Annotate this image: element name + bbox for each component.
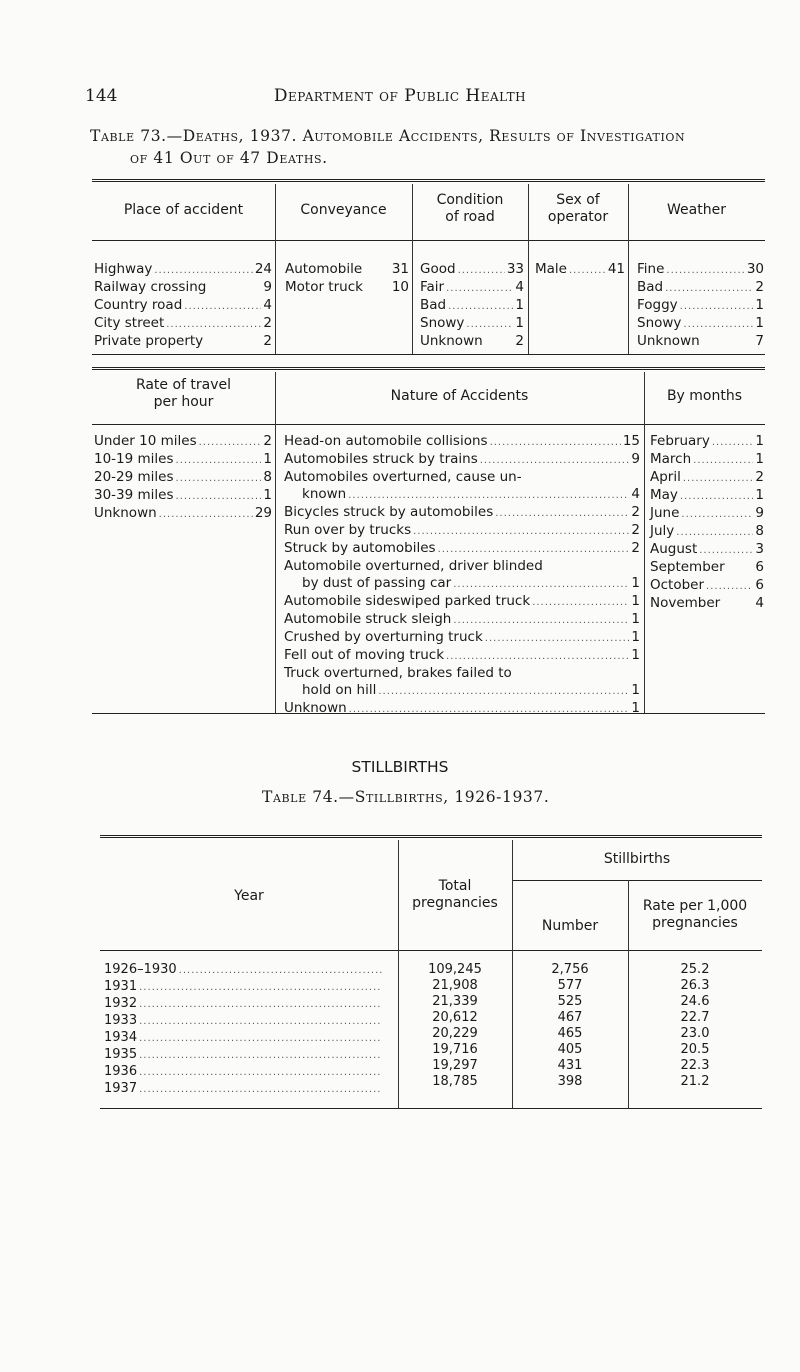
nature-value: 1 <box>631 682 640 698</box>
list-item <box>420 315 524 333</box>
nature-label: Head-on automobile collisions <box>284 433 488 449</box>
rate-label: Under 10 miles <box>94 433 197 449</box>
header-total-line2: pregnancies <box>412 895 498 911</box>
header-rate-line1: Rate of travel <box>135 377 232 393</box>
table73-lower-top-rule <box>92 367 765 370</box>
list-item <box>535 261 625 279</box>
weather-label: Unknown <box>637 333 700 349</box>
month-label: July <box>650 523 675 539</box>
weather-label: Fine <box>637 261 665 277</box>
year-cell: 1931 <box>104 979 138 994</box>
rate-label: 10-19 miles <box>94 451 174 467</box>
number-cell: 465 <box>557 1026 583 1041</box>
table-row <box>104 1013 384 1030</box>
rate-cell: 22.7 <box>680 1010 710 1025</box>
months-column <box>650 433 764 613</box>
weather-value: 1 <box>755 297 764 313</box>
month-label: May <box>650 487 678 503</box>
table-row <box>104 1064 384 1081</box>
sex-label: Male <box>535 261 567 277</box>
list-item <box>650 541 764 559</box>
number-cell: 431 <box>557 1058 583 1073</box>
header-total-line1: Total <box>438 878 472 894</box>
place-value: 2 <box>263 333 272 349</box>
place-value: 4 <box>263 297 272 313</box>
header-number: Number <box>541 918 599 934</box>
number-cell: 398 <box>557 1074 583 1089</box>
place-label: Country road <box>94 297 183 313</box>
total-cell: 20,612 <box>432 1010 478 1025</box>
weather-value: 2 <box>755 279 764 295</box>
list-item <box>284 504 640 522</box>
table74-stillbirths-rule <box>512 880 762 881</box>
header-months: By months <box>666 388 743 404</box>
number-cell: 2,756 <box>551 962 589 977</box>
nature-value: 1 <box>631 611 640 627</box>
header-condition-line2: of road <box>445 209 495 225</box>
list-item <box>650 559 764 577</box>
list-item <box>94 315 272 333</box>
rate-column <box>94 433 272 523</box>
condition-label: Fair <box>420 279 445 295</box>
rate-cell: 22.3 <box>680 1058 710 1073</box>
year-cell: 1933 <box>104 1013 138 1028</box>
rate-value: 1 <box>263 487 272 503</box>
table73-title-line2: of 41 Out of 47 Deaths. <box>130 149 328 167</box>
list-item <box>650 469 764 487</box>
table-row <box>104 979 384 996</box>
nature-value: 9 <box>631 451 640 467</box>
table73-top-rule <box>92 179 765 182</box>
table73-title <box>90 125 770 169</box>
rate-cell: 20.5 <box>680 1042 710 1057</box>
header-rate-per-1000 <box>628 898 762 932</box>
nature-label: Unknown <box>284 700 347 716</box>
condition-value: 1 <box>515 297 524 313</box>
list-item <box>650 577 764 595</box>
table-row <box>104 1081 384 1098</box>
place-label: Private property <box>94 333 204 349</box>
month-value: 1 <box>755 451 764 467</box>
nature-label-cont: known <box>302 486 347 502</box>
nature-value: 15 <box>622 433 640 449</box>
table74-title: Table 74.—Stillbirths, 1926-1937. <box>262 788 550 806</box>
header-stillbirths: Stillbirths <box>603 851 671 867</box>
list-item <box>637 279 764 297</box>
rate-cell: 21.2 <box>680 1074 710 1089</box>
header-condition-line1: Condition <box>436 192 504 208</box>
month-value: 1 <box>755 487 764 503</box>
condition-label: Unknown <box>420 333 483 349</box>
list-item <box>420 279 524 297</box>
place-label: Railway crossing <box>94 279 207 295</box>
weather-label: Snowy <box>637 315 682 331</box>
month-value: 4 <box>755 595 764 611</box>
rate-value: 8 <box>263 469 272 485</box>
list-item <box>650 595 764 613</box>
condition-column <box>420 261 524 351</box>
year-cell: 1936 <box>104 1064 138 1079</box>
total-cell: 21,339 <box>432 994 478 1009</box>
list-item-continuation <box>284 575 640 593</box>
list-item <box>420 297 524 315</box>
list-item <box>650 523 764 541</box>
condition-label: Good <box>420 261 456 277</box>
table74-bottom-rule <box>100 1108 762 1109</box>
total-column <box>398 962 512 1090</box>
rate-value: 29 <box>254 505 272 521</box>
nature-label: Bicycles struck by automobiles <box>284 504 494 520</box>
place-value: 24 <box>254 261 272 277</box>
header-sex <box>528 192 628 226</box>
nature-value: 2 <box>631 504 640 520</box>
sex-column <box>535 261 625 279</box>
header-nature: Nature of Accidents <box>390 388 529 404</box>
list-item <box>650 505 764 523</box>
col-divider <box>275 372 276 713</box>
condition-value: 4 <box>515 279 524 295</box>
rate-label: Unknown <box>94 505 157 521</box>
total-cell: 19,716 <box>432 1042 478 1057</box>
list-item <box>284 611 640 629</box>
list-item <box>94 297 272 315</box>
place-label: City street <box>94 315 165 331</box>
table74-top-rule <box>100 835 762 838</box>
table73-header-rule <box>92 240 765 241</box>
nature-label: Automobile overturned, driver blinded <box>284 558 543 574</box>
nature-label: Truck overturned, brakes failed to <box>284 665 512 681</box>
place-value: 9 <box>263 279 272 295</box>
list-item <box>650 487 764 505</box>
rate-value: 2 <box>263 433 272 449</box>
nature-label: Automobiles overturned, cause un- <box>284 469 522 485</box>
nature-label: Crushed by overturning truck <box>284 629 483 645</box>
month-value: 9 <box>755 505 764 521</box>
list-item <box>420 261 524 279</box>
list-item <box>94 261 272 279</box>
header-condition <box>412 192 528 226</box>
condition-value: 33 <box>506 261 524 277</box>
conveyance-value: 10 <box>391 279 409 295</box>
month-label: March <box>650 451 692 467</box>
header-sex-line1: Sex of <box>556 192 600 208</box>
nature-value: 2 <box>631 522 640 538</box>
header-rate-line1: Rate per 1,000 <box>642 898 748 914</box>
nature-label: Automobile struck sleigh <box>284 611 452 627</box>
number-column <box>512 962 628 1090</box>
month-value: 8 <box>755 523 764 539</box>
header-total <box>398 878 512 912</box>
rate-column-74 <box>628 962 762 1090</box>
conveyance-label: Automobile <box>285 261 363 277</box>
table73-upper-bottom-rule <box>92 354 765 355</box>
nature-value: 1 <box>631 593 640 609</box>
header-weather: Weather <box>667 202 726 218</box>
table-row <box>104 1047 384 1064</box>
nature-value: 1 <box>631 629 640 645</box>
list-item <box>420 333 524 351</box>
nature-label: Automobile sideswiped parked truck <box>284 593 531 609</box>
weather-label: Foggy <box>637 297 678 313</box>
year-cell: 1926–1930 <box>104 962 177 977</box>
number-cell: 405 <box>557 1042 583 1057</box>
header-rate-line2: pregnancies <box>652 915 738 931</box>
condition-label: Bad <box>420 297 447 313</box>
conveyance-column <box>285 261 409 297</box>
conveyance-label: Motor truck <box>285 279 363 295</box>
year-cell: 1935 <box>104 1047 138 1062</box>
col-divider <box>644 372 645 713</box>
rate-value: 1 <box>263 451 272 467</box>
nature-value: 2 <box>631 540 640 556</box>
list-item <box>94 333 272 351</box>
nature-value: 1 <box>631 647 640 663</box>
month-value: 2 <box>755 469 764 485</box>
list-item-continuation <box>284 486 640 504</box>
list-item <box>94 469 272 487</box>
condition-value: 1 <box>515 315 524 331</box>
list-item <box>637 315 764 333</box>
header-sex-line2: operator <box>547 209 609 225</box>
nature-label: Fell out of moving truck <box>284 647 445 663</box>
list-item <box>284 558 640 575</box>
year-cell: 1934 <box>104 1030 138 1045</box>
list-item <box>284 700 640 718</box>
rate-label: 30-39 miles <box>94 487 174 503</box>
number-cell: 467 <box>557 1010 583 1025</box>
month-label: August <box>650 541 698 557</box>
month-value: 1 <box>755 433 764 449</box>
nature-value: 1 <box>631 575 640 591</box>
month-value: 3 <box>755 541 764 557</box>
conveyance-value: 31 <box>391 261 409 277</box>
list-item <box>285 261 409 279</box>
total-cell: 21,908 <box>432 978 478 993</box>
list-item <box>650 433 764 451</box>
number-cell: 577 <box>557 978 583 993</box>
rate-cell: 25.2 <box>680 962 710 977</box>
nature-column <box>284 433 640 718</box>
number-cell: 525 <box>557 994 583 1009</box>
nature-label-cont: by dust of passing car <box>302 575 452 591</box>
weather-value: 7 <box>755 333 764 349</box>
list-item <box>284 665 640 682</box>
nature-label-cont: hold on hill <box>302 682 377 698</box>
header-place: Place of accident <box>123 202 244 218</box>
nature-value: 4 <box>631 486 640 502</box>
place-column <box>94 261 272 351</box>
list-item <box>94 505 272 523</box>
weather-column <box>637 261 764 351</box>
list-item <box>637 261 764 279</box>
list-item <box>284 647 640 665</box>
year-cell: 1932 <box>104 996 138 1011</box>
nature-label: Struck by automobiles <box>284 540 436 556</box>
list-item <box>94 451 272 469</box>
condition-label: Snowy <box>420 315 465 331</box>
year-column <box>104 962 384 1098</box>
table-row <box>104 996 384 1013</box>
table73-title-line1: Table 73.—Deaths, 1937. Automobile Accidents, Results of Investigation <box>90 127 686 145</box>
month-label: November <box>650 595 721 611</box>
place-value: 2 <box>263 315 272 331</box>
list-item <box>637 297 764 315</box>
header-rate <box>92 377 275 411</box>
weather-value: 30 <box>746 261 764 277</box>
table73-lower-header-rule <box>92 424 765 425</box>
nature-label: Run over by trucks <box>284 522 412 538</box>
month-label: October <box>650 577 705 593</box>
weather-value: 1 <box>755 315 764 331</box>
list-item <box>284 469 640 486</box>
list-item <box>94 279 272 297</box>
month-label: June <box>650 505 680 521</box>
list-item <box>94 433 272 451</box>
list-item <box>94 487 272 505</box>
section-title: STILLBIRTHS <box>351 758 449 776</box>
table74-header-rule <box>100 950 762 951</box>
month-label: September <box>650 559 725 575</box>
weather-label: Bad <box>637 279 664 295</box>
sex-value: 41 <box>607 261 625 277</box>
list-item <box>284 522 640 540</box>
running-title: Department of Public Health <box>273 86 527 106</box>
list-item-continuation <box>284 682 640 700</box>
header-year: Year <box>234 888 264 904</box>
month-label: February <box>650 433 710 449</box>
total-cell: 18,785 <box>432 1074 478 1089</box>
total-cell: 19,297 <box>432 1058 478 1073</box>
list-item <box>284 451 640 469</box>
condition-value: 2 <box>515 333 524 349</box>
list-item <box>637 333 764 351</box>
month-value: 6 <box>755 559 764 575</box>
month-value: 6 <box>755 577 764 593</box>
rate-cell: 24.6 <box>680 994 710 1009</box>
nature-value: 1 <box>631 700 640 716</box>
month-label: April <box>650 469 681 485</box>
table-row <box>104 1030 384 1047</box>
rate-cell: 23.0 <box>680 1026 710 1041</box>
year-cell: 1937 <box>104 1081 138 1096</box>
table-row <box>104 962 384 979</box>
total-cell: 20,229 <box>432 1026 478 1041</box>
list-item <box>284 593 640 611</box>
page-number: 144 <box>85 86 118 106</box>
list-item <box>650 451 764 469</box>
header-conveyance: Conveyance <box>300 202 387 218</box>
list-item <box>284 540 640 558</box>
total-cell: 109,245 <box>428 962 482 977</box>
place-label: Highway <box>94 261 153 277</box>
rate-cell: 26.3 <box>680 978 710 993</box>
nature-label: Automobiles struck by trains <box>284 451 478 467</box>
list-item <box>285 279 409 297</box>
header-rate-line2: per hour <box>153 394 214 410</box>
list-item <box>284 629 640 647</box>
rate-label: 20-29 miles <box>94 469 174 485</box>
list-item <box>284 433 640 451</box>
